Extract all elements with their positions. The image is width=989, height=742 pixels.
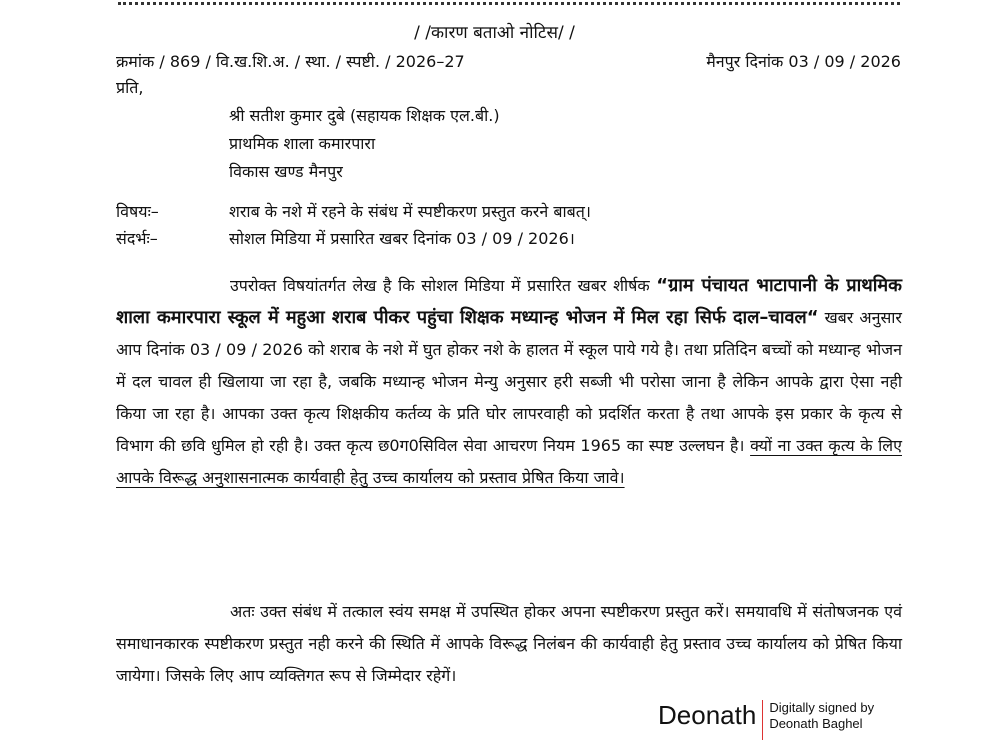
notice-title: / /कारण बताओ नोटिस/ /: [414, 23, 575, 43]
reference-number: क्रमांक / 869 / वि.ख.शि.अ. / स्था. / स्पष्टी. / 2026–27: [116, 52, 465, 71]
prati-label: प्रति,: [116, 78, 144, 97]
paragraph-1: [116, 270, 902, 494]
news-headline: “ग्राम पंचायत भाटापानी के प्राथमिक शाला कमारपारा स्कूल में महुआ शराब पीकर पहुंचा शिक्षक मध्यान्ह भोजन में मिल रहा सिर्फ दाल–चावल“: [116, 275, 902, 328]
recipient-line-3: विकास खण्ड मैनपुर: [229, 162, 343, 181]
signature-line-2: Deonath Baghel: [769, 716, 863, 731]
signature-detail: [769, 700, 874, 732]
para1-intro: उपरोक्त विषयांतर्गत लेख है कि सोशल मिडिया में प्रसारित खबर शीर्षक: [230, 276, 657, 295]
signature-divider: [762, 700, 763, 740]
reference-label: संदर्भः–: [116, 229, 158, 248]
top-divider: [118, 2, 900, 5]
paragraph-2: अतः उक्त संबंध में तत्काल स्वंय समक्ष में उपस्थित होकर अपना स्पष्टीकरण प्रस्तुत करें। समयावधि में संतोषजनक एवं समाधानकारक स्पष्टीकरण प्रस्तुत नही करने की स्थिति में आपके विरूद्ध निलंबन की कार्यवाही हेतु प्रस्ताव उच्च कार्यालय को प्रेषित किया जायेगा। जिसके लिए आप व्यक्तिगत रूप से जिम्मेदार रहेगें।: [116, 602, 902, 685]
recipient-line-2: प्राथमिक शाला कमारपारा: [229, 134, 376, 153]
subject-label: विषयः–: [116, 202, 159, 221]
signature-name: Deonath: [658, 700, 757, 730]
place-date: मैनपुर दिनांक 03 / 09 / 2026: [706, 52, 901, 71]
subject-text: शराब के नशे में रहने के संबंध में स्पष्टीकरण प्रस्तुत करने बाबत्।: [229, 202, 591, 221]
recipient-line-1: श्री सतीश कुमार दुबे (सहायक शिक्षक एल.बी.): [229, 106, 500, 125]
para1-rest: खबर अनुसार आप दिनांक 03 / 09 / 2026 को शराब के नशे में घुत होकर नशे के हालत में स्कूल पाये गये है। तथा प्रतिदिन बच्चों को मध्यान्ह भोजन में दल चावल ही खिलाया जा रहा है, जबकि मध्यान्ह भोजन मेन्यु अनुसार हरी सब्जी भी परोसा जाना है लेकिन आपके द्वारा ऐसा नही किया जा रहा है। आपका उक्त कृत्य शिक्षकीय कर्तव्य के प्रति घोर लापरवाही को प्रदर्शित करता है तथा आपके इस प्रकार के कृत्य से विभाग की छवि धुमिल हो रही है। उक्त कृत्य छ0ग0सिविल सेवा आचरण नियम 1965 का स्पष्ट उल्लघन है।: [116, 308, 902, 455]
digital-signature: [658, 700, 874, 740]
reference-text: सोशल मिडिया में प्रसारित खबर दिनांक 03 / 09 / 2026।: [229, 229, 575, 248]
signature-line-1: Digitally signed by: [769, 700, 875, 715]
para1-underlined: क्यों ना उक्त कृत्य के लिए आपके विरूद्ध अनुशासनात्मक कार्यवाही हेतु उच्च कार्यालय को प्रस्ताव प्रेषित किया जावे।: [116, 436, 902, 487]
